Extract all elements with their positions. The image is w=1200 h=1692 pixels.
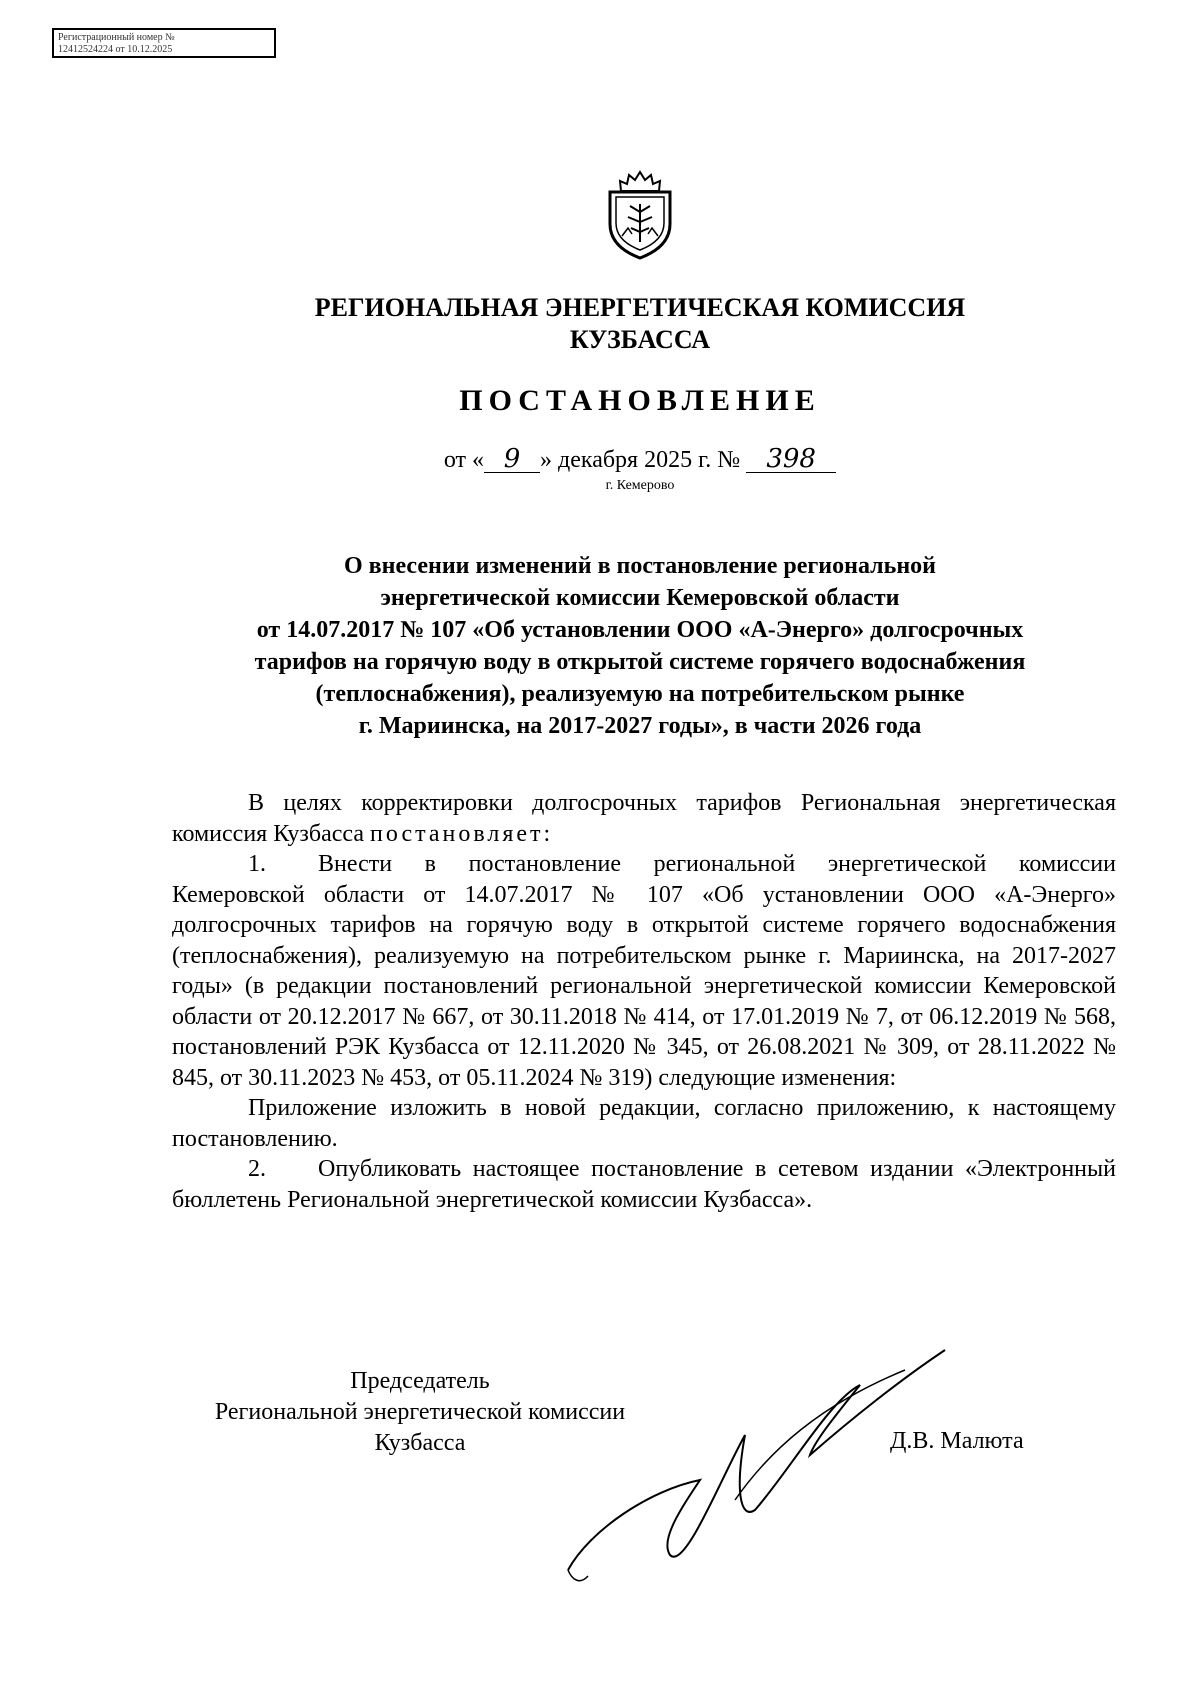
registration-label: Регистрационный номер №	[58, 32, 175, 43]
item-1-paragraph	[172, 849, 1116, 1093]
kuzbass-coat-of-arms-icon	[600, 168, 680, 262]
registration-stamp	[52, 28, 276, 58]
date-prefix: от «	[443, 447, 485, 473]
organization-name	[150, 292, 1130, 356]
signatory-line-2: Региональной энергетической комиссии	[214, 1399, 626, 1425]
subject-line: О внесении изменений в постановление региональной	[344, 553, 936, 579]
subject-line: от 14.07.2017 № 107 «Об установлении ООО «А-Энерго» долгосрочных	[256, 617, 1024, 643]
document-subject	[150, 550, 1130, 742]
date-day: 9	[484, 446, 540, 473]
subject-line: (теплоснабжения), реализуемую на потребительском рынке	[315, 681, 965, 707]
organization-line-1: РЕГИОНАЛЬНАЯ ЭНЕРГЕТИЧЕСКАЯ КОМИССИЯ	[314, 293, 966, 322]
intro-paragraph	[172, 788, 1116, 849]
item-2-number: 2.	[248, 1156, 266, 1182]
document-number: 398	[746, 446, 836, 473]
item-1-sub-paragraph: Приложение изложить в новой редакции, согласно приложению, к настоящему постановлению.	[172, 1095, 1116, 1152]
item-2-paragraph	[172, 1154, 1116, 1215]
document-type: ПОСТАНОВЛЕНИЕ	[459, 384, 821, 417]
handwritten-signature	[560, 1340, 950, 1590]
signatory-line-1: Председатель	[350, 1368, 490, 1394]
organization-line-2: КУЗБАССА	[569, 325, 711, 354]
date-line	[150, 446, 1130, 474]
subject-line: тарифов на горячую воду в открытой системе горячего водоснабжения	[254, 649, 1026, 675]
signatory-name: Д.В. Малюта	[890, 1428, 1024, 1454]
intro-verb: постановляет:	[370, 820, 554, 847]
registration-number: 12412524224 от 10.12.2025	[58, 44, 173, 55]
subject-line: энергетической комиссии Кемеровской области	[380, 585, 900, 611]
city: г. Кемерово	[605, 478, 675, 493]
subject-line: г. Мариинска, на 2017-2027 годы», в части 2026 года	[358, 713, 922, 739]
item-2-text: Опубликовать настоящее постановление в сетевом издании «Электронный бюллетень Региональной энергетической комиссии Кузбасса».	[172, 1156, 1116, 1213]
signatory-line-3: Кузбасса	[374, 1430, 466, 1456]
item-1-number: 1.	[248, 851, 266, 877]
document-body	[172, 788, 1116, 1215]
date-middle: » декабря 2025 г. №	[540, 447, 741, 473]
intro-text: В целях корректировки долгосрочных тарифов Региональная энергетическая комиссия Кузбасса	[172, 790, 1116, 847]
item-1-text: Внести в постановление региональной энергетической комиссии Кемеровской области от 14.07.2017 № 107 «Об установлении ООО «А-Энерго» долгосрочных тарифов на горячую воду в открытой системе горячего водоснабжения (теплоснабжения), реализуемую на потребительском рынке г. Мариинска, на 2017-2027 годы» (в редакции постановлений региональной энергетической комиссии Кемеровской области от 20.12.2017 № 667, от 30.11.2018 № 414, от 17.01.2019 № 7, от 06.12.2019 № 568, постановлений РЭК Кузбасса от 12.11.2020 № 345, от 26.08.2021 № 309, от 28.11.2022 № 845, от 30.11.2023 № 453, от 05.11.2024 № 319) следующие изменения:	[172, 851, 1116, 1091]
